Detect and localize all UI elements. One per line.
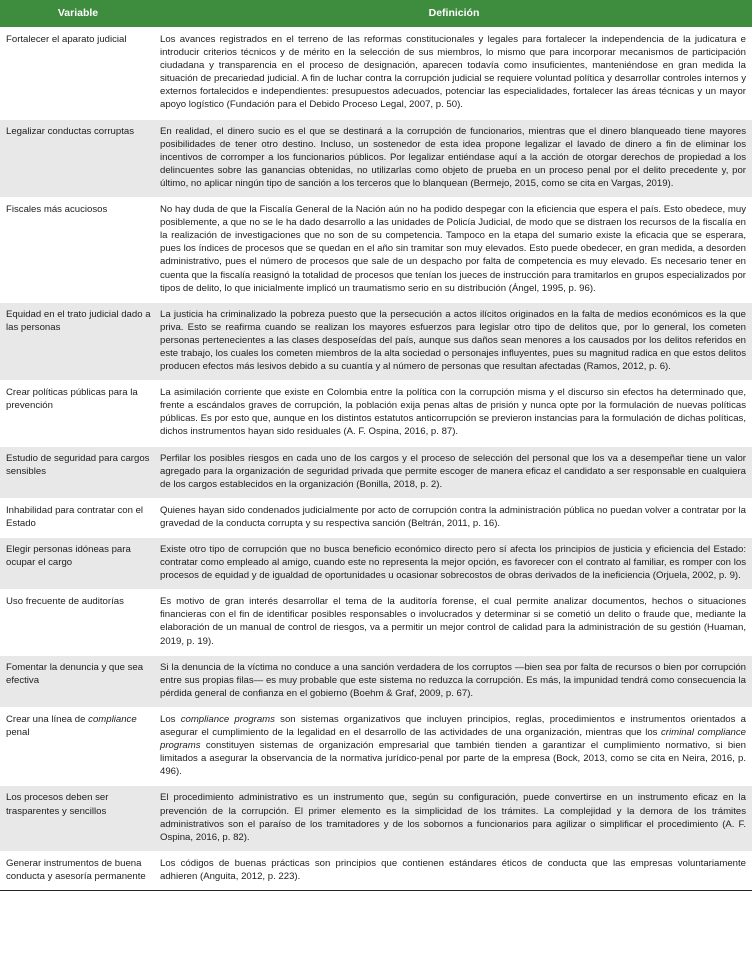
definition-cell bbox=[156, 707, 752, 785]
variable-text-italic: compliance bbox=[88, 713, 137, 725]
variable-cell: Inhabilidad para contratar con el Estado bbox=[0, 498, 156, 537]
variable-cell: Fiscales más acuciosos bbox=[0, 198, 156, 303]
variable-cell: Equidad en el trato judicial dado a las personas bbox=[0, 302, 156, 380]
table-row bbox=[0, 707, 752, 785]
variable-cell: Legalizar conductas corruptas bbox=[0, 119, 156, 197]
definition-cell: Los códigos de buenas prácticas son principios que contienen estándares éticos de conducta que las empresas voluntariamente adhieren (Anguita, 2012, p. 223). bbox=[156, 851, 752, 890]
table-row bbox=[0, 302, 752, 380]
table-row bbox=[0, 590, 752, 655]
definition-text-italic: criminal compliance programs bbox=[160, 727, 747, 752]
table-row bbox=[0, 655, 752, 707]
variable-cell bbox=[0, 707, 156, 785]
column-header-definition: Definición bbox=[156, 0, 752, 28]
variable-cell: Uso frecuente de auditorías bbox=[0, 590, 156, 655]
definition-cell: Los avances registrados en el terreno de las reformas constitucionales y legales para fortalecer la independencia de la judicatura e introducir criterios técnicos y de mérito en la selección de sus miembros, lo mismo que para incorporar mecanismos de participación ciudadana y transparencia en el proceso de designación, aparecen todavía como insuficientes, manteniéndose en gran medida la situación de precariedad judicial. A fin de luchar contra la corrupción judicial se requiere voluntad política y desarrollar controles internos y externos fortalecidos e independientes: presupuestos adecuados, potenciar las especialidades, fortalecer las áreas técnicas y un mayor apoyo logístico (Fundación para el Debido Proceso Legal, 2007, p. 50). bbox=[156, 28, 752, 120]
table-row bbox=[0, 786, 752, 851]
definition-cell: Existe otro tipo de corrupción que no busca beneficio económico directo pero sí afecta los principios de justicia y eficiencia del Estado: contratar como empleado al amigo, cuando este no representa la mejor opción, es favorecer con el contrato al familiar, es romper con los procesos de equidad y de igualdad de oportunidades u ocasionar sobrecostos de obras derivados de la ineficiencia (Orjuela, 2002, p. 9). bbox=[156, 538, 752, 590]
definition-cell: Perfilar los posibles riesgos en cada uno de los cargos y el proceso de selección del personal que los va a desempeñar tiene un valor agregado para la organización de seguridad privada que permite escoger de manera eficaz el candidato a ser responsable en cualquiera de los cargos establecidos en la organización (Bonilla, 2018, p. 2). bbox=[156, 446, 752, 498]
table-row bbox=[0, 498, 752, 537]
definition-cell: Quienes hayan sido condenados judicialmente por acto de corrupción contra la administración pública no puedan volver a contratar por la gravedad de la conducta corrupta y su respectiva sanción (Beltrán, 2011, p. 16). bbox=[156, 498, 752, 537]
variable-cell: Crear políticas públicas para la prevención bbox=[0, 381, 156, 446]
definition-text: Los bbox=[160, 713, 181, 725]
table-row bbox=[0, 538, 752, 590]
definition-cell: La asimilación corriente que existe en Colombia entre la política con la corrupción misma y el discurso sin efectos ha determinado que, frente a escándalos graves de corrupción, la población exija penas altas de prisión y nunca opte por la formulación de nuevas políticas públicas. Es por esto que, aunque en los distintos estatutos anticorrupción se previeron instancias para la formulación de dichas políticas, dichos instrumentos hayan sido residuales (A. F. Ospina, 2016, p. 87). bbox=[156, 381, 752, 446]
definition-cell: El procedimiento administrativo es un instrumento que, según su configuración, puede convertirse en un instrumento eficaz en la prevención de la corrupción. El primer elemento es la simplicidad de los trámites. La complejidad y la demora de los trámites administrativos son el paraíso de los tramitadores y de los sobornos a funcionarios para agilizar o simplificar el procedimiento (A. F. Ospina, 2016, p. 82). bbox=[156, 786, 752, 851]
variable-cell: Los procesos deben ser trasparentes y sencillos bbox=[0, 786, 156, 851]
table-row bbox=[0, 381, 752, 446]
variable-cell: Fomentar la denuncia y que sea efectiva bbox=[0, 655, 156, 707]
definition-cell: En realidad, el dinero sucio es el que se destinará a la corrupción de funcionarios, mientras que el dinero blanqueado tiene mayores posibilidades de tener otro destino. Incluso, un sostenedor de esta idea propone legalizar el lavado de dinero a fin de eliminar los incentivos de corromper a los funcionarios públicos. Por legalizar entiéndase aquí a la acción de otorgar derechos de propiedad a los delincuentes sobre las ganancias obtenidas, no utilizarlas como objeto de prueba en un proceso penal por el delito precedente y, por último, no aplicar ningún tipo de sanción a los terceros que lo blanquean (Bermejo, 2015, como se cita en Vargas, 2019). bbox=[156, 119, 752, 197]
definition-cell: Es motivo de gran interés desarrollar el tema de la auditoría forense, el cual permite analizar documentos, hechos o situaciones financieras con el fin de identificar posibles responsables o involucrados y determinar si se cometió un delito o fraude que, mediante la elaboración de un manual de control de riesgos, va a permitir un mejor control de calidad para la administración de su gestión (Huaman, 2019, p. 19). bbox=[156, 590, 752, 655]
table-row bbox=[0, 28, 752, 120]
table-row bbox=[0, 851, 752, 890]
table-row bbox=[0, 446, 752, 498]
variable-text: Crear una línea de bbox=[6, 713, 89, 725]
variable-cell: Generar instrumentos de buena conducta y asesoría permanente bbox=[0, 851, 156, 890]
definition-cell: Si la denuncia de la víctima no conduce a una sanción verdadera de los corruptos —bien sea por falta de recursos o bien por corrupción entre sus propias filas— es muy probable que este sistema no reduzca la corrupción. Es más, la impunidad tendrá como consecuencia la pérdida general de confianza en el gobierno (Boehm & Graf, 2009, p. 67). bbox=[156, 655, 752, 707]
table-row bbox=[0, 119, 752, 197]
definition-cell: No hay duda de que la Fiscalía General de la Nación aún no ha podido despegar con la eficiencia que espera el país. Esto obedece, muy posiblemente, a que no se le ha dado desarrollo a las unidades de Policía Judicial, de modo que se distraen los recursos de la fiscalía en la realización de investigaciones que no son de su competencia. Tampoco en la etapa del sumario existe la eficacia que se esperara, pues los índices de procesos que se quedan en el año sin tramitar son muy elevados. Esto puede obedecer, en gran medida, a desorden administrativo, pues el número de procesos que sale de un despacho por falta de competencia es muy elevado. Es necesario tener en cuenta que la fiscalía reasignó la totalidad de procesos que tenían los jueces de instrucción para tramitarlos en grupos especializados por tipos de delito, lo que inicialmente implicó un traumatismo serio en su distribución (Ángel, 1995, p. 96). bbox=[156, 198, 752, 303]
variable-text: penal bbox=[6, 727, 30, 739]
column-header-variable: Variable bbox=[0, 0, 156, 28]
variable-cell: Fortalecer el aparato judicial bbox=[0, 28, 156, 120]
definition-cell: La justicia ha criminalizado la pobreza puesto que la persecución a actos ilícitos originados en la falta de medios económicos es la que priva. Esto se reafirma cuando se realizan los mayores esfuerzos para legislar otro tipo de delitos que, por lo general, los cometen personas pertenecientes a las clases desposeídas del país, aunque sus daños sean menores a los causados por los delitos referidos en este trabajo, los cuales los cometen miembros de la alta sociedad o personajes influyentes, pues su magnitud radica en que estos delitos producen efectos más lesivos debido a su cuantía y al número de personas que resultan afectadas (Ramos, 2012, p. 6). bbox=[156, 302, 752, 380]
definition-text: son sistemas organizativos que incluyen principios, reglas, procedimientos e instrumentos orientados a asegurar el cumplimiento de la legalidad en el desarrollo de las actividades de una organización, mientras que los bbox=[160, 713, 746, 739]
table-header-row bbox=[0, 0, 752, 28]
variable-cell: Estudio de seguridad para cargos sensibles bbox=[0, 446, 156, 498]
table-row bbox=[0, 198, 752, 303]
variable-cell: Elegir personas idóneas para ocupar el cargo bbox=[0, 538, 156, 590]
definition-text: constituyen sistemas de organización empresarial que también tienden a garantizar el cumplimiento normativo, si bien limitados a asegurar la observancia de la normativa jurídico-penal por parte de la empresa (Bock, 2013, como se cita en Neira, 2016, p. 496). bbox=[160, 740, 746, 778]
definition-text-italic: compliance programs bbox=[180, 713, 275, 725]
